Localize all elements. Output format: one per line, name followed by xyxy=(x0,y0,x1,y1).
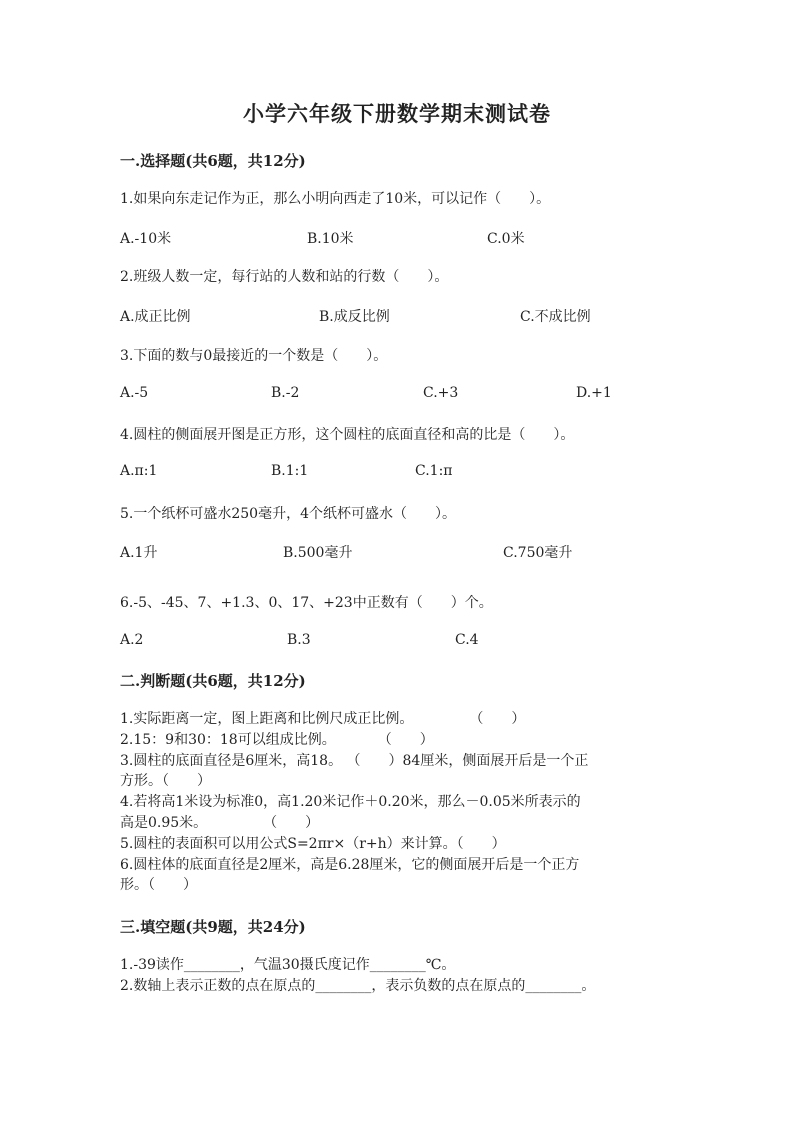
option-3c: C.+3 xyxy=(423,385,459,401)
section-heading-choice: 一.选择题(共6题，共12分) xyxy=(120,152,306,170)
option-1c: C.0米 xyxy=(487,231,525,247)
option-2b: B.成反比例 xyxy=(319,309,390,325)
question-3: 3.下面的数与0最接近的一个数是（ ）。 xyxy=(120,348,388,364)
section-heading-fill: 三.填空题(共9题，共24分) xyxy=(120,918,306,936)
option-2c: C.不成比例 xyxy=(520,309,591,325)
option-4c: C.1:π xyxy=(415,463,453,479)
section-heading-judgement: 二.判断题(共6题，共12分) xyxy=(120,672,306,690)
option-4a: A.π:1 xyxy=(120,463,158,479)
option-2a: A.成正比例 xyxy=(120,309,191,325)
question-1: 1.如果向东走记作为正，那么小明向西走了10米，可以记作（ ）。 xyxy=(120,191,551,207)
fill-line: 1.-39读作________，气温30摄氏度记作________℃。 xyxy=(120,957,456,973)
option-1a: A.-10米 xyxy=(120,231,172,247)
question-2: 2.班级人数一定，每行站的人数和站的行数（ ）。 xyxy=(120,269,449,285)
option-4b: B.1:1 xyxy=(271,463,309,479)
judgement-line: 2.15：9和30：18可以组成比例。 （ ） xyxy=(120,732,434,748)
option-5c: C.750毫升 xyxy=(503,545,573,561)
option-1b: B.10米 xyxy=(307,231,354,247)
option-3b: B.-2 xyxy=(271,385,300,401)
option-6a: A.2 xyxy=(120,632,144,648)
page-title: 小学六年级下册数学期末测试卷 xyxy=(243,101,551,126)
judgement-line: 形。（ ） xyxy=(120,877,197,893)
option-5b: B.500毫升 xyxy=(283,545,353,561)
question-5: 5.一个纸杯可盛水250毫升，4个纸杯可盛水（ ）。 xyxy=(120,506,456,522)
question-4: 4.圆柱的侧面展开图是正方形，这个圆柱的底面直径和高的比是（ ）。 xyxy=(120,427,575,443)
question-6: 6.-5、-45、7、+1.3、0、17、+23中正数有（ ）个。 xyxy=(120,595,493,611)
judgement-line: 3.圆柱的底面直径是6厘米，高18。 （ ）84厘米，侧面展开后是一个正 xyxy=(120,753,589,769)
option-6b: B.3 xyxy=(287,632,311,648)
option-5a: A.1升 xyxy=(120,545,158,561)
fill-line: 2.数轴上表示正数的点在原点的________，表示负数的点在原点的________。 xyxy=(120,978,596,994)
judgement-line: 6.圆柱体的底面直径是2厘米，高是6.28厘米，它的侧面展开后是一个正方 xyxy=(120,857,580,873)
judgement-line: 方形。（ ） xyxy=(120,773,211,789)
option-3a: A.-5 xyxy=(120,385,149,401)
judgement-line: 5.圆柱的表面积可以用公式S=2πr×（r+h）来计算。（ ） xyxy=(120,836,506,852)
option-3d: D.+1 xyxy=(576,385,612,401)
judgement-line: 4.若将高1米设为标准0，高1.20米记作＋0.20米，那么－0.05米所表示的 xyxy=(120,794,581,810)
judgement-line: 1.实际距离一定，图上距离和比例尺成正比例。 （ ） xyxy=(120,711,526,727)
judgement-line: 高是0.95米。 （ ） xyxy=(120,815,320,831)
option-6c: C.4 xyxy=(455,632,479,648)
